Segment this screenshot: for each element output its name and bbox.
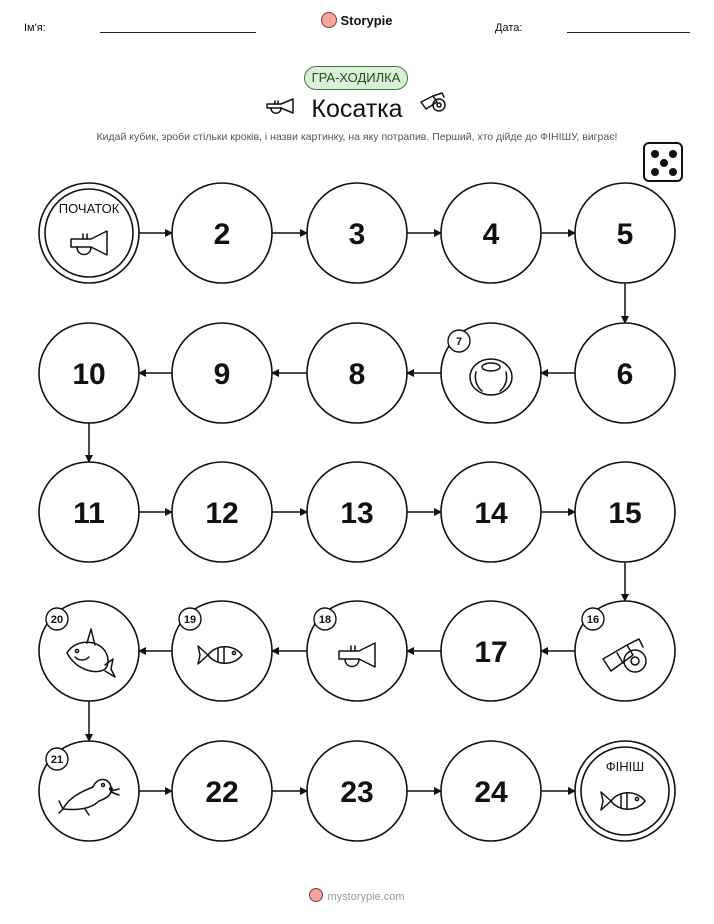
- cell-number: 19: [183, 614, 197, 626]
- cell-number: 22: [205, 776, 239, 809]
- board-cell: [39, 601, 139, 701]
- cell-number: 2: [213, 218, 231, 251]
- cell-circle: [39, 183, 139, 283]
- board-cell: [575, 462, 675, 562]
- start-cell: [39, 183, 139, 283]
- cell-number: 12: [205, 497, 239, 530]
- board-cell: [307, 462, 407, 562]
- cell-number: 9: [213, 358, 231, 391]
- board-cell: [172, 601, 272, 701]
- cell-number: 24: [474, 776, 508, 809]
- board-cell: [307, 601, 407, 701]
- board-cell: [575, 183, 675, 283]
- name-label: Ім'я:: [24, 22, 46, 34]
- board-cell: [39, 741, 139, 841]
- cell-number: 21: [50, 754, 64, 766]
- cell-number: 7: [455, 336, 463, 348]
- game-type-badge: ГРА-ХОДИЛКА: [304, 66, 408, 90]
- start-label: ПОЧАТОК: [58, 201, 120, 216]
- finish-label: ФІНІШ: [605, 759, 645, 774]
- board-cell: [172, 183, 272, 283]
- cell-number: 20: [50, 614, 64, 626]
- board-cell: [441, 183, 541, 283]
- cell-number: 15: [608, 497, 642, 530]
- page-title: Косатка: [311, 95, 403, 123]
- brand-name: Storypie: [340, 13, 393, 28]
- finish-cell: [575, 741, 675, 841]
- date-label: Дата:: [495, 22, 523, 34]
- storypie-logo-icon: [309, 888, 323, 902]
- board-cell: [39, 462, 139, 562]
- board-cell: [172, 741, 272, 841]
- board-cell: [172, 323, 272, 423]
- cell-circle: [575, 741, 675, 841]
- instructions: Кидай кубик, зроби стільки кроків, і назви картинку, на яку потрапив. Перший, хто дійде до ФІНІШУ, виграє!: [96, 131, 618, 143]
- board-cell: [307, 183, 407, 283]
- board-cell: [307, 741, 407, 841]
- cell-number: 16: [586, 614, 600, 626]
- board-cell: [441, 601, 541, 701]
- board-cell: [39, 323, 139, 423]
- board-cell: [575, 323, 675, 423]
- board-cell: [172, 462, 272, 562]
- cell-number: 18: [318, 614, 332, 626]
- cell-number: 17: [474, 636, 508, 669]
- board-cell: [441, 741, 541, 841]
- cell-number: 11: [73, 497, 105, 530]
- cell-number: 4: [482, 218, 500, 251]
- cell-number: 5: [616, 218, 634, 251]
- board-cell: [575, 601, 675, 701]
- footer: [0, 888, 714, 903]
- cell-number: 13: [340, 497, 374, 530]
- cell-number: 3: [348, 218, 366, 251]
- footer-site: mystorypie.com: [327, 891, 405, 903]
- cell-number: 8: [348, 358, 366, 391]
- board-cell: [441, 462, 541, 562]
- cell-number: 14: [474, 497, 508, 530]
- cell-number: 10: [72, 358, 106, 391]
- board-cell: [307, 323, 407, 423]
- cell-number: 6: [616, 358, 634, 391]
- cell-number: 23: [340, 776, 374, 809]
- board-cell: [441, 323, 541, 423]
